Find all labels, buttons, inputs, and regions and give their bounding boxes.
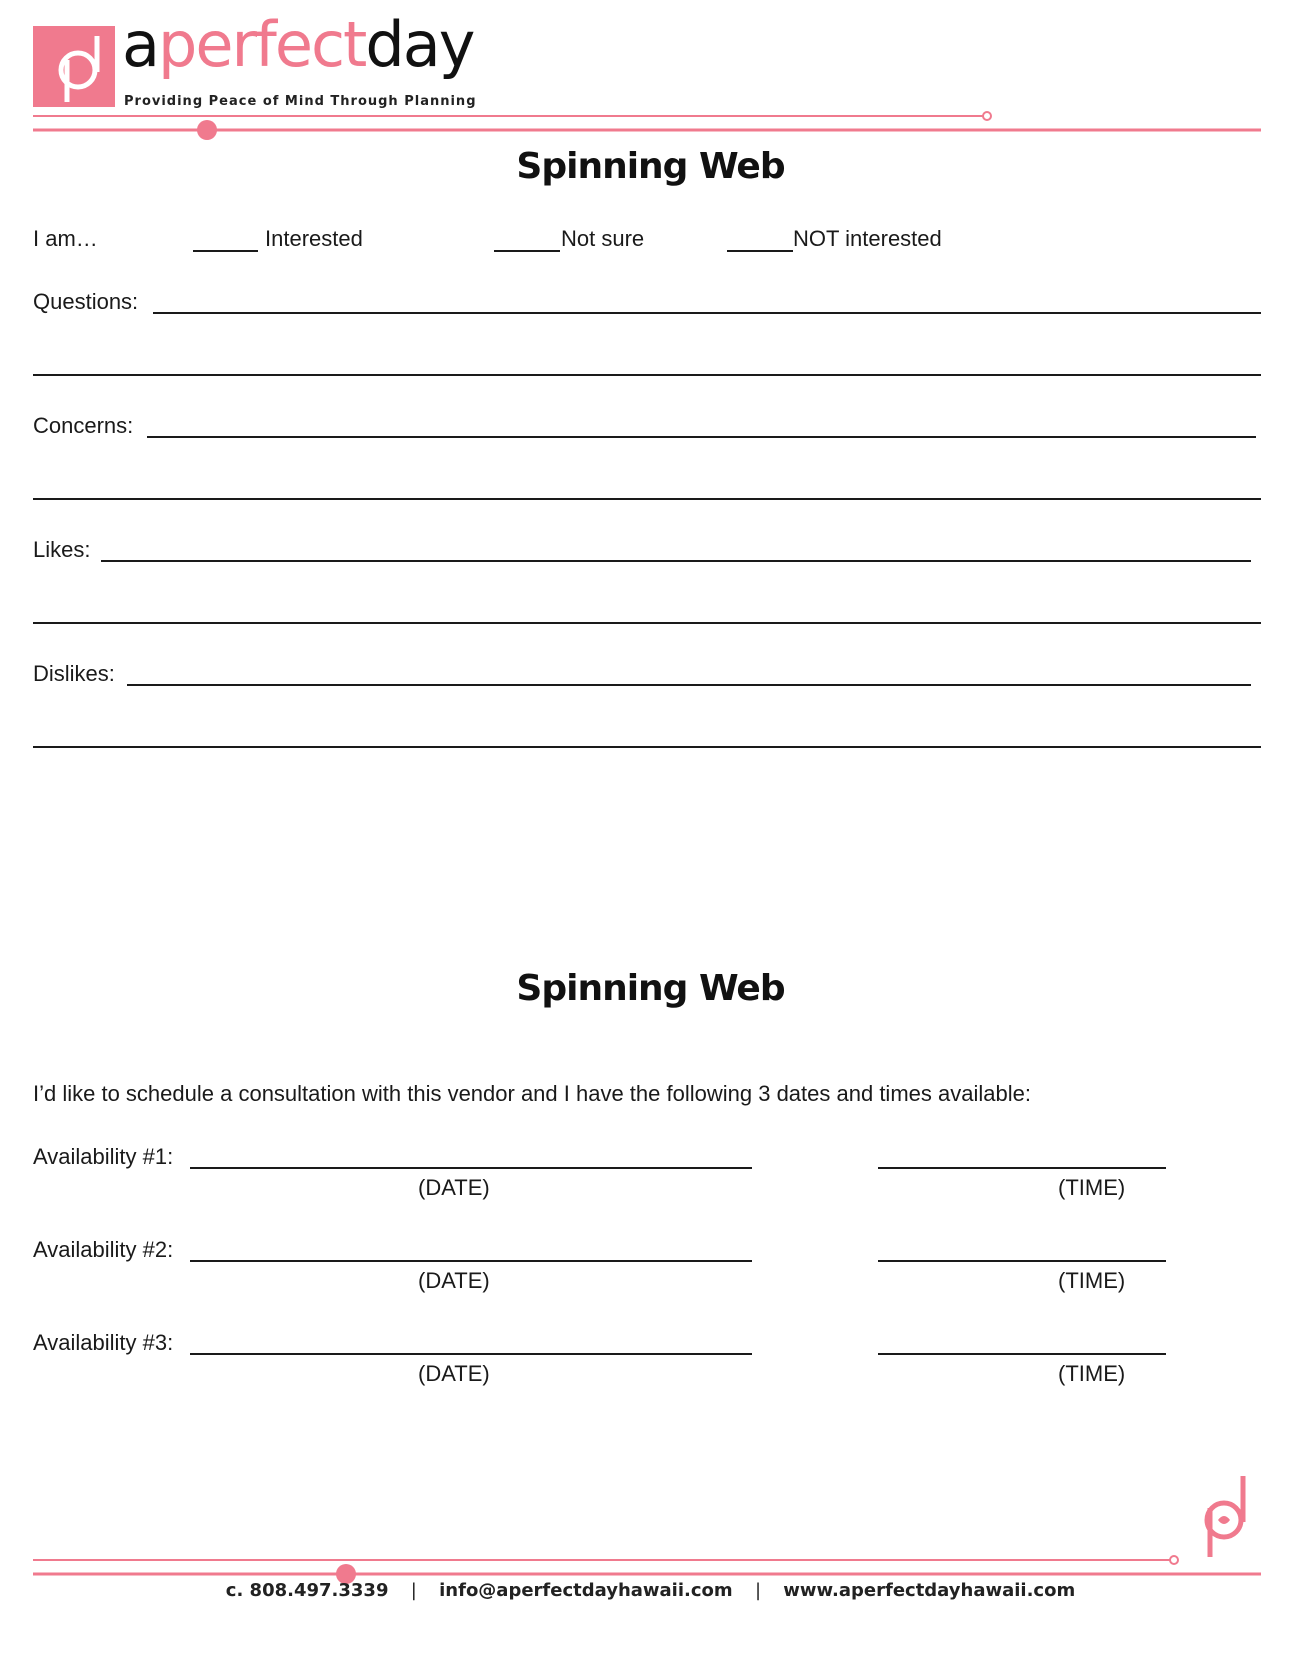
availability-2-date-caption: (DATE) [418, 1268, 490, 1293]
brand-logo [122, 8, 474, 81]
brand-perfect: perfect [158, 8, 366, 81]
likes-label: Likes: [33, 537, 91, 562]
footer-separator-2: | [754, 1580, 762, 1601]
footer-phone[interactable]: c. 808.497.3339 [225, 1580, 389, 1601]
availability-1-date-caption: (DATE) [418, 1175, 490, 1200]
availability-1-date-field[interactable] [190, 1167, 752, 1169]
interested-blank[interactable] [193, 250, 258, 252]
brand-a: a [122, 8, 158, 81]
concerns-label: Concerns: [33, 413, 134, 438]
likes-field-line-2[interactable] [33, 622, 1261, 624]
dislikes-field-line-2[interactable] [33, 746, 1261, 748]
section1-title: Spinning Web [516, 146, 785, 187]
footer-logo-icon [1207, 1476, 1243, 1557]
header-rule-dot [197, 120, 217, 140]
availability-3-time-caption: (TIME) [1058, 1361, 1126, 1386]
footer-contact [0, 1580, 1301, 1601]
questions-label: Questions: [33, 289, 139, 314]
dislikes-field-line-1[interactable] [127, 684, 1251, 686]
concerns-field-line-2[interactable] [33, 498, 1261, 500]
availability-1-label: Availability #1: [33, 1144, 174, 1169]
concerns-field-line-1[interactable] [147, 436, 1256, 438]
availability-3-date-field[interactable] [190, 1353, 752, 1355]
availability-2-time-caption: (TIME) [1058, 1268, 1126, 1293]
footer-email-link[interactable]: info@aperfectdayhawaii.com [439, 1580, 733, 1601]
footer-website-link[interactable]: www.aperfectdayhawaii.com [783, 1580, 1076, 1601]
availability-2-time-field[interactable] [878, 1260, 1166, 1262]
availability-2-label: Availability #2: [33, 1237, 174, 1262]
dislikes-label: Dislikes: [33, 661, 115, 686]
questions-field-line-2[interactable] [33, 374, 1261, 376]
availability-3-time-field[interactable] [878, 1353, 1166, 1355]
option-interested: Interested [265, 226, 363, 251]
not-interested-blank[interactable] [727, 250, 793, 252]
tagline: Providing Peace of Mind Through Planning [124, 94, 477, 109]
not-sure-blank[interactable] [494, 250, 560, 252]
likes-field-line-1[interactable] [101, 560, 1251, 562]
brand-day: day [365, 8, 474, 81]
header-rule-end-dot [983, 112, 991, 120]
availability-2-date-field[interactable] [190, 1260, 752, 1262]
availability-1-time-field[interactable] [878, 1167, 1166, 1169]
i-am-label: I am… [33, 226, 98, 251]
availability-3-date-caption: (DATE) [418, 1361, 490, 1386]
availability-3-label: Availability #3: [33, 1330, 174, 1355]
option-not-interested: NOT interested [793, 226, 942, 251]
option-not-sure: Not sure [561, 226, 645, 251]
footer-rule-end-dot [1170, 1556, 1178, 1564]
section2-title: Spinning Web [516, 968, 785, 1009]
logo-monogram-icon [33, 26, 115, 107]
footer-separator-1: | [410, 1580, 417, 1601]
questions-field-line-1[interactable] [153, 312, 1261, 314]
consultation-intro: I’d like to schedule a consultation with this vendor and I have the following 3 dates and times available: [33, 1081, 1031, 1106]
availability-1-time-caption: (TIME) [1058, 1175, 1126, 1200]
